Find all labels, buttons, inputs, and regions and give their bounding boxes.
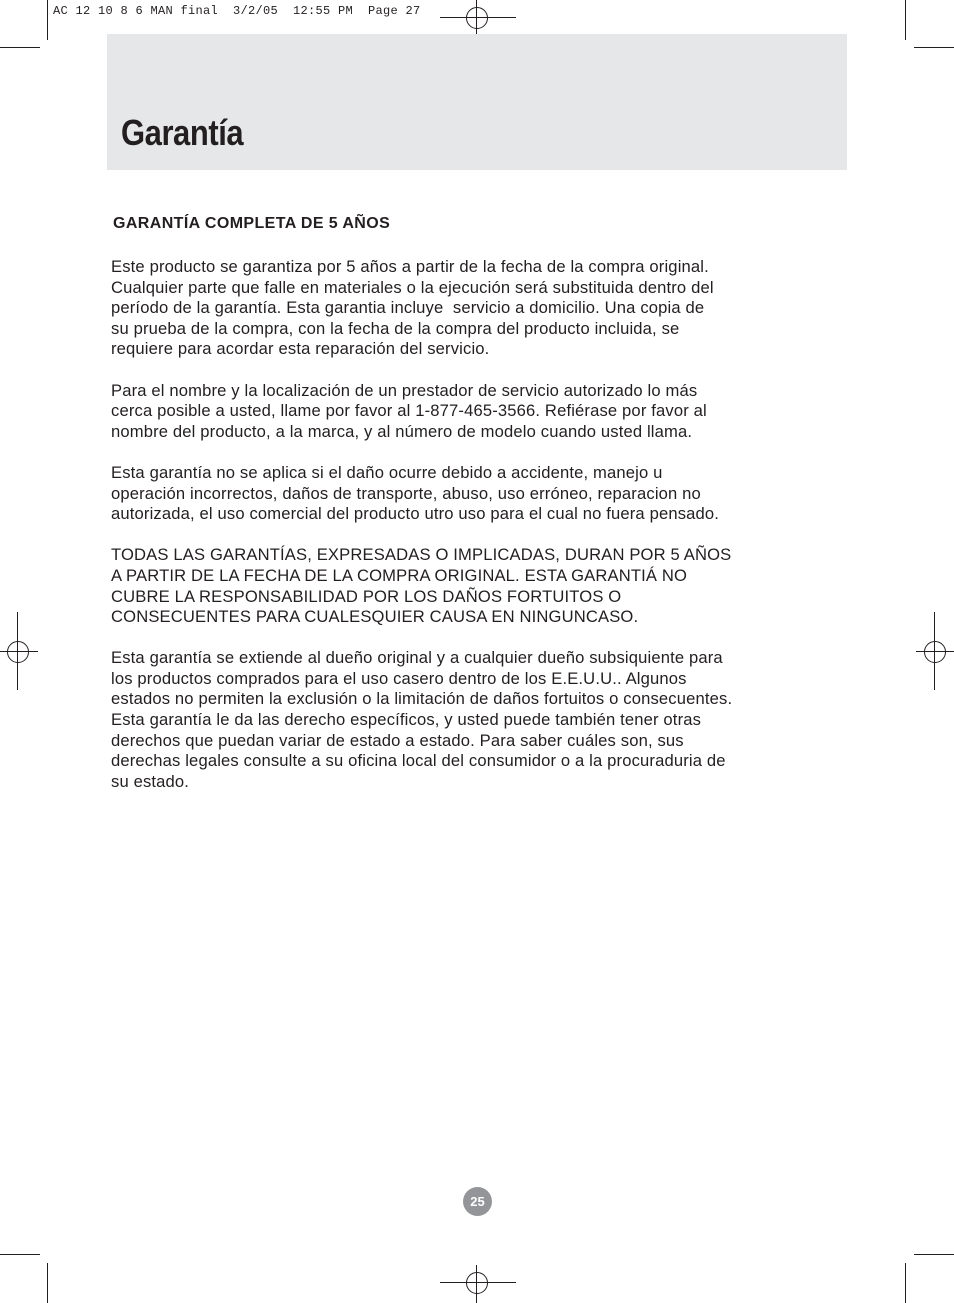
paragraph bbox=[111, 463, 851, 525]
text-line: Para el nombre y la localización de un prestador de servicio autorizado lo más bbox=[111, 380, 698, 400]
text-line: Cualquier parte que falle en materiales o la ejecución será substituida dentro del bbox=[111, 277, 714, 297]
text-line: los productos comprados para el uso casero dentro de los E.E.U.U.. Algunos bbox=[111, 668, 687, 688]
text-line: TODAS LAS GARANTÍAS, EXPRESADAS O IMPLICADAS, DURAN POR 5 AÑOS bbox=[111, 545, 732, 565]
page-number-badge: 25 bbox=[463, 1187, 492, 1216]
printer-slug-line: AC 12 10 8 6 MAN final 3/2/05 12:55 PM Page 27 bbox=[53, 4, 421, 18]
text-line: derechos que puedan variar de estado a estado. Para saber cuáles son, sus bbox=[111, 730, 684, 750]
text-line: Esta garantía le da las derecho específicos, y usted puede también tener otras bbox=[111, 710, 702, 730]
crop-mark bbox=[905, 0, 906, 40]
text-line: período de la garantía. Esta garantia incluye servicio a domicilio. Una copia de bbox=[111, 298, 705, 318]
text-line: autorizada, el uso comercial del producto utro uso para el cual no fuera pensado. bbox=[111, 504, 720, 524]
text-line: requiere para acordar esta reparación del servicio. bbox=[111, 339, 490, 359]
section-heading: GARANTÍA COMPLETA DE 5 AÑOS bbox=[113, 215, 391, 232]
text-line: Esta garantía se extiende al dueño original y a cualquier dueño subsiquiente para bbox=[111, 648, 723, 668]
text-line: CONSECUENTES PARA CUALESQUIER CAUSA EN NINGUNCASO. bbox=[111, 607, 639, 627]
text-line: Esta garantía no se aplica si el daño ocurre debido a accidente, manejo u bbox=[111, 462, 663, 482]
crop-mark bbox=[47, 1263, 48, 1303]
warranty-body bbox=[111, 257, 851, 813]
text-line: su prueba de la compra, con la fecha de la compra del producto incluida, se bbox=[111, 318, 680, 338]
text-line: su estado. bbox=[111, 771, 190, 791]
crop-mark bbox=[905, 1263, 906, 1303]
paragraph bbox=[111, 381, 851, 443]
crop-mark bbox=[47, 0, 48, 40]
text-line: nombre del producto, a la marca, y al número de modelo cuando usted llama. bbox=[111, 421, 693, 441]
text-line: estados no permiten la exclusión o la limitación de daños fortuitos o consecuentes. bbox=[111, 689, 733, 709]
crop-mark bbox=[914, 47, 954, 48]
text-line: derechas legales consulte a su oficina local del consumidor o a la procuraduria de bbox=[111, 751, 726, 771]
header-band bbox=[107, 34, 847, 170]
page-title: Garantía bbox=[121, 112, 244, 153]
text-line: Este producto se garantiza por 5 años a partir de la fecha de la compra original. bbox=[111, 257, 709, 276]
text-line: operación incorrectos, daños de transporte, abuso, uso erróneo, reparacion no bbox=[111, 483, 701, 503]
text-line: cerca posible a usted, llame por favor al 1-877-465-3566. Refiérase por favor al bbox=[111, 401, 707, 421]
paragraph bbox=[111, 257, 851, 360]
text-line: CUBRE LA RESPONSABILIDAD POR LOS DAÑOS FORTUITOS O bbox=[111, 586, 622, 606]
crop-mark bbox=[914, 1254, 954, 1255]
crop-mark bbox=[0, 47, 40, 48]
crop-mark bbox=[0, 1254, 40, 1255]
paragraph bbox=[111, 545, 851, 627]
paragraph bbox=[111, 648, 851, 792]
text-line: A PARTIR DE LA FECHA DE LA COMPRA ORIGINAL. ESTA GARANTIÁ NO bbox=[111, 565, 688, 585]
